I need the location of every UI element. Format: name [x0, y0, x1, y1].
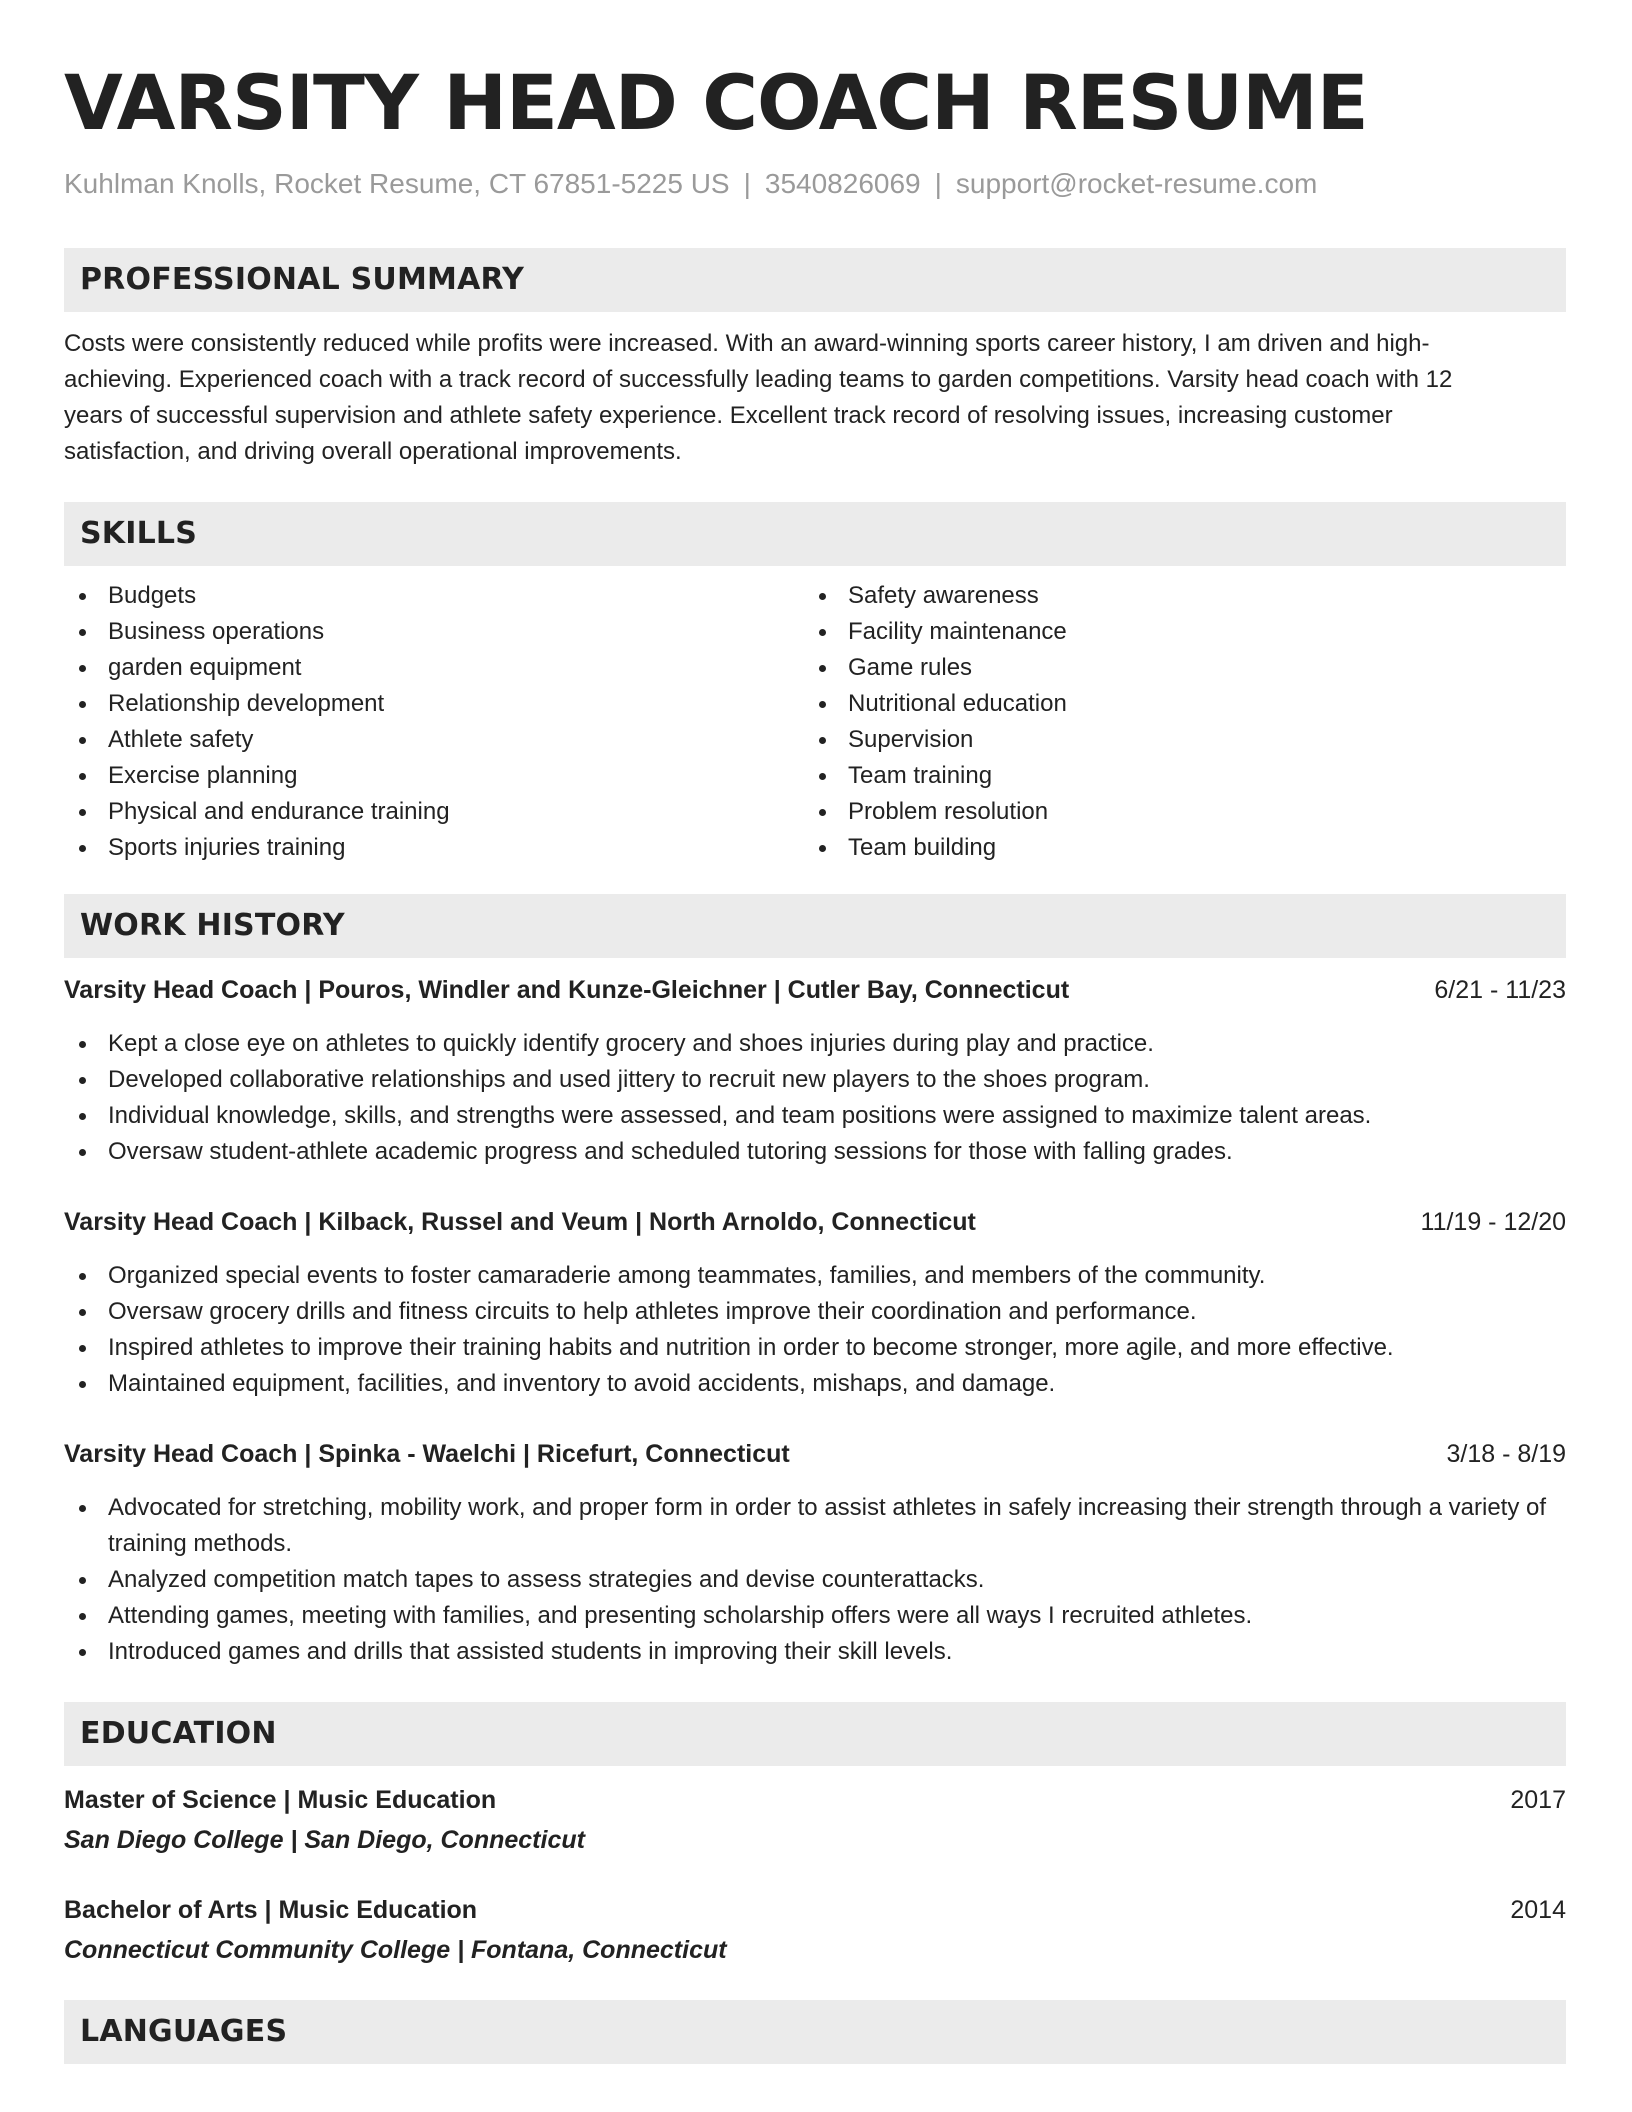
job-bullet: Advocated for stretching, mobility work, and proper form in order to assist athletes in safely increasing their strength through a variety of training methods.: [64, 1490, 1566, 1562]
skills-column-right: [804, 578, 1544, 866]
job-bullet: Oversaw grocery drills and fitness circuits to help athletes improve their coordination and performance.: [64, 1294, 1566, 1330]
education-year: 2017: [1510, 1786, 1566, 1814]
section-header-summary: PROFESSIONAL SUMMARY: [64, 248, 1566, 312]
education-entry: [64, 1782, 1566, 1858]
contact-separator: |: [743, 168, 751, 199]
section-header-languages: LANGUAGES: [64, 2000, 1566, 2064]
skill-item: Facility maintenance: [804, 614, 1544, 650]
skill-item: Athlete safety: [64, 722, 804, 758]
job-bullet: Individual knowledge, skills, and strengths were assessed, and team positions were assigned to maximize talent areas.: [64, 1098, 1566, 1134]
job-dates: 3/18 - 8/19: [1446, 1440, 1566, 1468]
job-bullet: Maintained equipment, facilities, and inventory to avoid accidents, mishaps, and damage.: [64, 1366, 1566, 1402]
skill-item: Team training: [804, 758, 1544, 794]
education-school: Connecticut Community College | Fontana, Connecticut: [64, 1936, 727, 1964]
education-degree: Bachelor of Arts | Music Education: [64, 1896, 478, 1924]
job-entry: [64, 1436, 1566, 1670]
job-dates: 6/21 - 11/23: [1434, 976, 1566, 1004]
skill-item: Physical and endurance training: [64, 794, 804, 830]
skill-item: Business operations: [64, 614, 804, 650]
contact-separator: |: [934, 168, 942, 199]
education-header: [64, 1892, 1566, 1928]
skill-item: Sports injuries training: [64, 830, 804, 866]
section-header-skills: SKILLS: [64, 502, 1566, 566]
resume-page: [64, 0, 1566, 2064]
contact-line: [64, 166, 1566, 202]
job-bullet: Introduced games and drills that assisted students in improving their skill levels.: [64, 1634, 1566, 1670]
education-year: 2014: [1510, 1896, 1566, 1924]
job-bullet: Organized special events to foster camaraderie among teammates, families, and members of the community.: [64, 1258, 1566, 1294]
skill-item: garden equipment: [64, 650, 804, 686]
job-bullet-list: [64, 1258, 1566, 1402]
job-bullet: Inspired athletes to improve their training habits and nutrition in order to become stronger, more agile, and more effective.: [64, 1330, 1566, 1366]
education-school: San Diego College | San Diego, Connecticut: [64, 1826, 585, 1854]
skills-column-left: [64, 578, 804, 866]
job-header: [64, 1204, 1566, 1240]
job-title: Varsity Head Coach | Pouros, Windler and Kunze-Gleichner | Cutler Bay, Connecticut: [64, 976, 1070, 1004]
contact-phone: 3540826069: [764, 168, 921, 199]
contact-address: Kuhlman Knolls, Rocket Resume, CT 67851-5225 US: [64, 168, 730, 199]
job-bullet: Attending games, meeting with families, and presenting scholarship offers were all ways I recruited athletes.: [64, 1598, 1566, 1634]
job-entry: [64, 972, 1566, 1170]
contact-email[interactable]: support@rocket-resume.com: [955, 168, 1318, 199]
resume-title: VARSITY HEAD COACH RESUME: [64, 58, 1368, 147]
skill-item: Relationship development: [64, 686, 804, 722]
education-degree: Master of Science | Music Education: [64, 1786, 497, 1814]
skill-item: Safety awareness: [804, 578, 1544, 614]
skill-item: Budgets: [64, 578, 804, 614]
job-bullet: Analyzed competition match tapes to assess strategies and devise counterattacks.: [64, 1562, 1566, 1598]
job-bullet-list: [64, 1490, 1566, 1670]
job-entry: [64, 1204, 1566, 1402]
job-bullet: Oversaw student-athlete academic progress and scheduled tutoring sessions for those with falling grades.: [64, 1134, 1566, 1170]
skills-list: [64, 578, 1566, 866]
section-header-work-history: WORK HISTORY: [64, 894, 1566, 958]
job-dates: 11/19 - 12/20: [1420, 1208, 1566, 1236]
job-header: [64, 972, 1566, 1008]
section-header-education: EDUCATION: [64, 1702, 1566, 1766]
job-title: Varsity Head Coach | Spinka - Waelchi | Ricefurt, Connecticut: [64, 1440, 790, 1468]
job-bullet: Kept a close eye on athletes to quickly identify grocery and shoes injuries during play and practice.: [64, 1026, 1566, 1062]
skill-item: Game rules: [804, 650, 1544, 686]
skill-item: Supervision: [804, 722, 1544, 758]
skill-item: Nutritional education: [804, 686, 1544, 722]
job-bullet-list: [64, 1026, 1566, 1170]
job-bullet: Developed collaborative relationships and used jittery to recruit new players to the shoes program.: [64, 1062, 1566, 1098]
education-header: [64, 1782, 1566, 1818]
skill-item: Problem resolution: [804, 794, 1544, 830]
skill-item: Exercise planning: [64, 758, 804, 794]
job-title: Varsity Head Coach | Kilback, Russel and Veum | North Arnoldo, Connecticut: [64, 1208, 976, 1236]
skill-item: Team building: [804, 830, 1544, 866]
job-header: [64, 1436, 1566, 1472]
summary-text: Costs were consistently reduced while profits were increased. With an award-winning sports career history, I am driven and high-achieving. Experienced coach with a track record of successfully leading teams to garden competitions. Varsity head coach with 12 years of successful supervision and athlete safety experience. Excellent track record of resolving issues, increasing customer satisfaction, and driving overall operational improvements.: [64, 330, 1453, 465]
education-entry: [64, 1892, 1566, 1968]
